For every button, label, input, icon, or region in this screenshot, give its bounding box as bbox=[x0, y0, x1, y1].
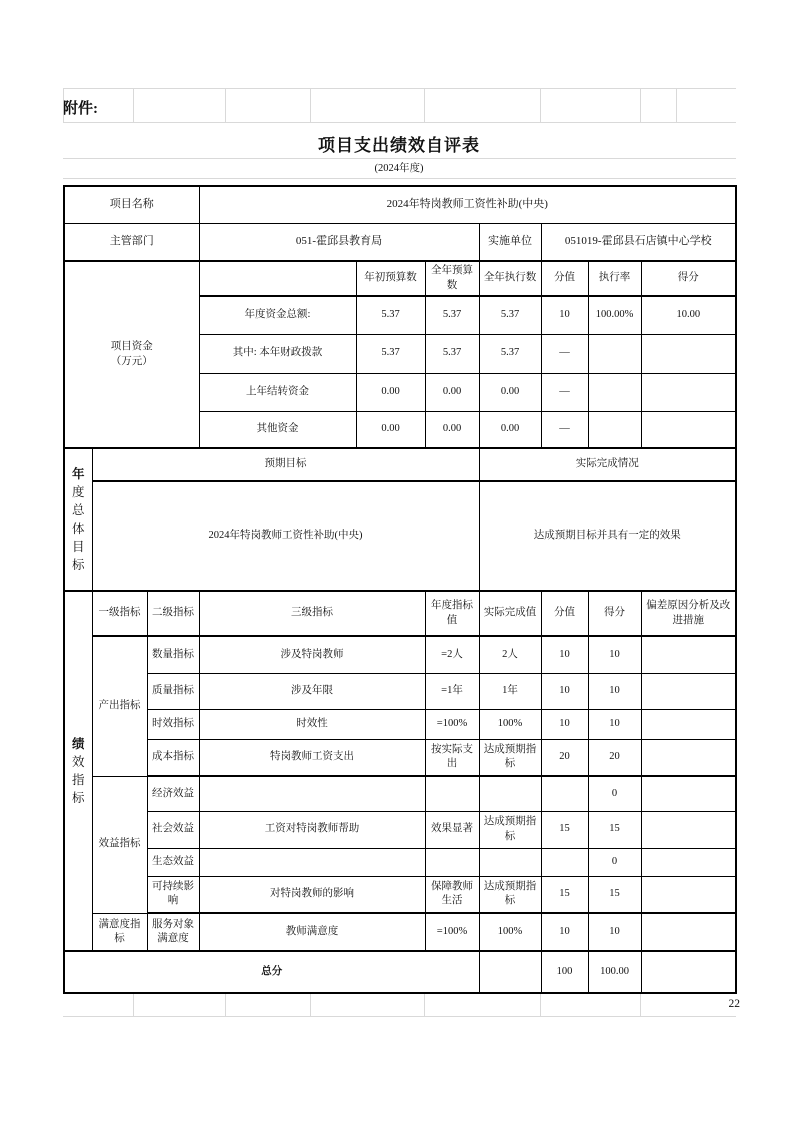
page-number: 22 bbox=[728, 998, 740, 1010]
group-benefit-label: 效益指标 bbox=[92, 776, 147, 913]
funding-fullyear: 0.00 bbox=[425, 411, 479, 448]
actual-completion-header: 实际完成情况 bbox=[479, 448, 736, 481]
funding-points: — bbox=[541, 373, 588, 411]
indicator-level3: 对特岗教师的影响 bbox=[199, 876, 425, 913]
funding-header-fullyear: 全年预算数 bbox=[425, 261, 479, 296]
indicator-deviation bbox=[641, 811, 736, 848]
funding-row-label: 上年结转资金 bbox=[199, 373, 356, 411]
department-label-cell: 主管部门 bbox=[64, 223, 199, 261]
indicator-deviation bbox=[641, 876, 736, 913]
table-row bbox=[64, 811, 736, 848]
indicator-score: 10 bbox=[588, 709, 641, 739]
funding-executed: 0.00 bbox=[479, 373, 541, 411]
indicator-level2: 生态效益 bbox=[147, 848, 199, 876]
indicator-level3: 涉及特岗教师 bbox=[199, 636, 425, 673]
indicator-target: 效果显著 bbox=[425, 811, 479, 848]
funding-header-score: 得分 bbox=[641, 261, 736, 296]
indicator-level3: 特岗教师工资支出 bbox=[199, 739, 425, 776]
indicator-level3: 工资对特岗教师帮助 bbox=[199, 811, 425, 848]
gridline bbox=[63, 158, 736, 159]
funding-points: — bbox=[541, 411, 588, 448]
indicator-target: =2人 bbox=[425, 636, 479, 673]
project-name-value-cell: 2024年特岗教师工资性补助(中央) bbox=[199, 186, 736, 223]
indicator-level2: 社会效益 bbox=[147, 811, 199, 848]
table-row bbox=[64, 481, 736, 591]
indicator-deviation bbox=[641, 636, 736, 673]
annual-goal-vertical-text: 年度总体目标 bbox=[71, 467, 85, 572]
gridline bbox=[63, 178, 736, 179]
indicator-deviation bbox=[641, 776, 736, 811]
indicator-level2: 经济效益 bbox=[147, 776, 199, 811]
group-satisfaction-label: 满意度指标 bbox=[92, 913, 147, 951]
funding-score: 10.00 bbox=[641, 296, 736, 334]
indicator-actual: 1年 bbox=[479, 673, 541, 709]
header-level2: 二级指标 bbox=[147, 591, 199, 636]
indicator-points: 15 bbox=[541, 811, 588, 848]
page-title: 项目支出绩效自评表 bbox=[318, 136, 480, 155]
gridline bbox=[540, 88, 541, 122]
actual-completion-value: 达成预期目标并具有一定的效果 bbox=[479, 481, 736, 591]
indicator-score: 15 bbox=[588, 876, 641, 913]
indicator-score: 10 bbox=[588, 673, 641, 709]
page-subtitle: (2024年度) bbox=[374, 163, 424, 174]
gridline bbox=[225, 992, 226, 1016]
indicator-score: 0 bbox=[588, 848, 641, 876]
funding-fullyear: 5.37 bbox=[425, 334, 479, 373]
funding-header-rate: 执行率 bbox=[588, 261, 641, 296]
gridline bbox=[310, 88, 311, 122]
gridline bbox=[63, 1016, 736, 1017]
total-actual-cell bbox=[479, 951, 541, 993]
table-row bbox=[64, 186, 736, 223]
table-row bbox=[64, 673, 736, 709]
funding-rate bbox=[588, 334, 641, 373]
total-score-cell: 100.00 bbox=[588, 951, 641, 993]
gridline bbox=[540, 992, 541, 1016]
gridline bbox=[225, 88, 226, 122]
indicator-points: 10 bbox=[541, 636, 588, 673]
indicator-target: 保障教师生活 bbox=[425, 876, 479, 913]
indicator-target: =100% bbox=[425, 709, 479, 739]
indicator-target: =100% bbox=[425, 913, 479, 951]
table-row bbox=[64, 876, 736, 913]
table-row bbox=[64, 591, 736, 636]
header-points: 分值 bbox=[541, 591, 588, 636]
unit-label-cell: 实施单位 bbox=[479, 223, 541, 261]
indicator-score: 0 bbox=[588, 776, 641, 811]
indicator-level3: 时效性 bbox=[199, 709, 425, 739]
funding-label-line2: （万元） bbox=[110, 355, 153, 367]
indicator-level3: 涉及年限 bbox=[199, 673, 425, 709]
indicator-points: 15 bbox=[541, 876, 588, 913]
funding-initial: 0.00 bbox=[356, 411, 425, 448]
funding-points: 10 bbox=[541, 296, 588, 334]
gridline bbox=[640, 992, 641, 1016]
funding-rate bbox=[588, 373, 641, 411]
performance-vertical-text: 绩效指标 bbox=[71, 736, 85, 806]
header-score: 得分 bbox=[588, 591, 641, 636]
header-target: 年度指标值 bbox=[425, 591, 479, 636]
gridline bbox=[640, 88, 641, 122]
indicator-level2: 质量指标 bbox=[147, 673, 199, 709]
indicator-level2: 数量指标 bbox=[147, 636, 199, 673]
funding-fullyear: 0.00 bbox=[425, 373, 479, 411]
indicator-actual bbox=[479, 848, 541, 876]
table-row bbox=[64, 636, 736, 673]
indicator-deviation bbox=[641, 739, 736, 776]
header-actual: 实际完成值 bbox=[479, 591, 541, 636]
project-name-label-cell: 项目名称 bbox=[64, 186, 199, 223]
gridline bbox=[63, 88, 736, 89]
annual-goal-section-label bbox=[64, 448, 92, 591]
indicator-score: 20 bbox=[588, 739, 641, 776]
funding-executed: 5.37 bbox=[479, 296, 541, 334]
funding-row-label: 其中: 本年财政拨款 bbox=[199, 334, 356, 373]
indicator-target: =1年 bbox=[425, 673, 479, 709]
funding-header-initial: 年初预算数 bbox=[356, 261, 425, 296]
table-row bbox=[64, 709, 736, 739]
indicator-level2: 可持续影响 bbox=[147, 876, 199, 913]
funding-score bbox=[641, 373, 736, 411]
funding-label-line1: 项目资金 bbox=[110, 341, 153, 353]
indicator-target bbox=[425, 776, 479, 811]
funding-score bbox=[641, 334, 736, 373]
header-level1: 一级指标 bbox=[92, 591, 147, 636]
indicator-deviation bbox=[641, 673, 736, 709]
funding-fullyear: 5.37 bbox=[425, 296, 479, 334]
indicator-points bbox=[541, 776, 588, 811]
indicator-deviation bbox=[641, 848, 736, 876]
indicator-actual: 100% bbox=[479, 709, 541, 739]
indicator-level3 bbox=[199, 776, 425, 811]
gridline bbox=[63, 122, 736, 123]
indicator-level2: 成本指标 bbox=[147, 739, 199, 776]
indicator-points: 10 bbox=[541, 709, 588, 739]
gridline bbox=[424, 88, 425, 122]
indicator-actual: 达成预期指标 bbox=[479, 876, 541, 913]
indicator-level2: 服务对象满意度 bbox=[147, 913, 199, 951]
funding-corner-cell bbox=[199, 261, 356, 296]
table-row bbox=[64, 848, 736, 876]
attachment-label: 附件: bbox=[63, 101, 98, 117]
indicator-points: 10 bbox=[541, 673, 588, 709]
indicator-actual: 达成预期指标 bbox=[479, 811, 541, 848]
table-row bbox=[64, 261, 736, 296]
indicator-level3: 教师满意度 bbox=[199, 913, 425, 951]
header-deviation: 偏差原因分析及改进措施 bbox=[641, 591, 736, 636]
department-value-cell: 051-霍邱县教育局 bbox=[199, 223, 479, 261]
indicator-target: 按实际支出 bbox=[425, 739, 479, 776]
indicator-target bbox=[425, 848, 479, 876]
table-row bbox=[64, 223, 736, 261]
funding-header-points: 分值 bbox=[541, 261, 588, 296]
indicator-level2: 时效指标 bbox=[147, 709, 199, 739]
indicator-points: 10 bbox=[541, 913, 588, 951]
funding-initial: 5.37 bbox=[356, 334, 425, 373]
header-level3: 三级指标 bbox=[199, 591, 425, 636]
indicator-points bbox=[541, 848, 588, 876]
indicator-actual: 100% bbox=[479, 913, 541, 951]
performance-section-label bbox=[64, 591, 92, 951]
funding-score bbox=[641, 411, 736, 448]
unit-value-cell: 051019-霍邱县石店镇中心学校 bbox=[541, 223, 736, 261]
funding-points: — bbox=[541, 334, 588, 373]
expected-goal-header: 预期目标 bbox=[92, 448, 479, 481]
funding-row-label: 年度资金总额: bbox=[199, 296, 356, 334]
funding-rate bbox=[588, 411, 641, 448]
total-deviation-cell bbox=[641, 951, 736, 993]
table-row bbox=[64, 776, 736, 811]
indicator-points: 20 bbox=[541, 739, 588, 776]
table-row bbox=[64, 951, 736, 993]
funding-initial: 5.37 bbox=[356, 296, 425, 334]
total-score-label: 总分 bbox=[64, 951, 479, 993]
indicator-score: 15 bbox=[588, 811, 641, 848]
total-points-cell: 100 bbox=[541, 951, 588, 993]
indicator-deviation bbox=[641, 913, 736, 951]
gridline bbox=[310, 992, 311, 1016]
gridline bbox=[676, 88, 677, 122]
gridline bbox=[424, 992, 425, 1016]
indicator-score: 10 bbox=[588, 913, 641, 951]
group-output-label: 产出指标 bbox=[92, 636, 147, 776]
indicator-deviation bbox=[641, 709, 736, 739]
indicator-level3 bbox=[199, 848, 425, 876]
indicator-actual: 2人 bbox=[479, 636, 541, 673]
funding-header-executed: 全年执行数 bbox=[479, 261, 541, 296]
funding-rate: 100.00% bbox=[588, 296, 641, 334]
gridline bbox=[133, 992, 134, 1016]
table-row bbox=[64, 913, 736, 951]
funding-section-label bbox=[64, 261, 199, 448]
funding-initial: 0.00 bbox=[356, 373, 425, 411]
table-row bbox=[64, 739, 736, 776]
evaluation-table bbox=[63, 185, 737, 994]
table-row bbox=[64, 448, 736, 481]
indicator-actual: 达成预期指标 bbox=[479, 739, 541, 776]
expected-goal-value: 2024年特岗教师工资性补助(中央) bbox=[92, 481, 479, 591]
funding-executed: 0.00 bbox=[479, 411, 541, 448]
indicator-actual bbox=[479, 776, 541, 811]
funding-executed: 5.37 bbox=[479, 334, 541, 373]
funding-row-label: 其他资金 bbox=[199, 411, 356, 448]
gridline bbox=[133, 88, 134, 122]
indicator-score: 10 bbox=[588, 636, 641, 673]
